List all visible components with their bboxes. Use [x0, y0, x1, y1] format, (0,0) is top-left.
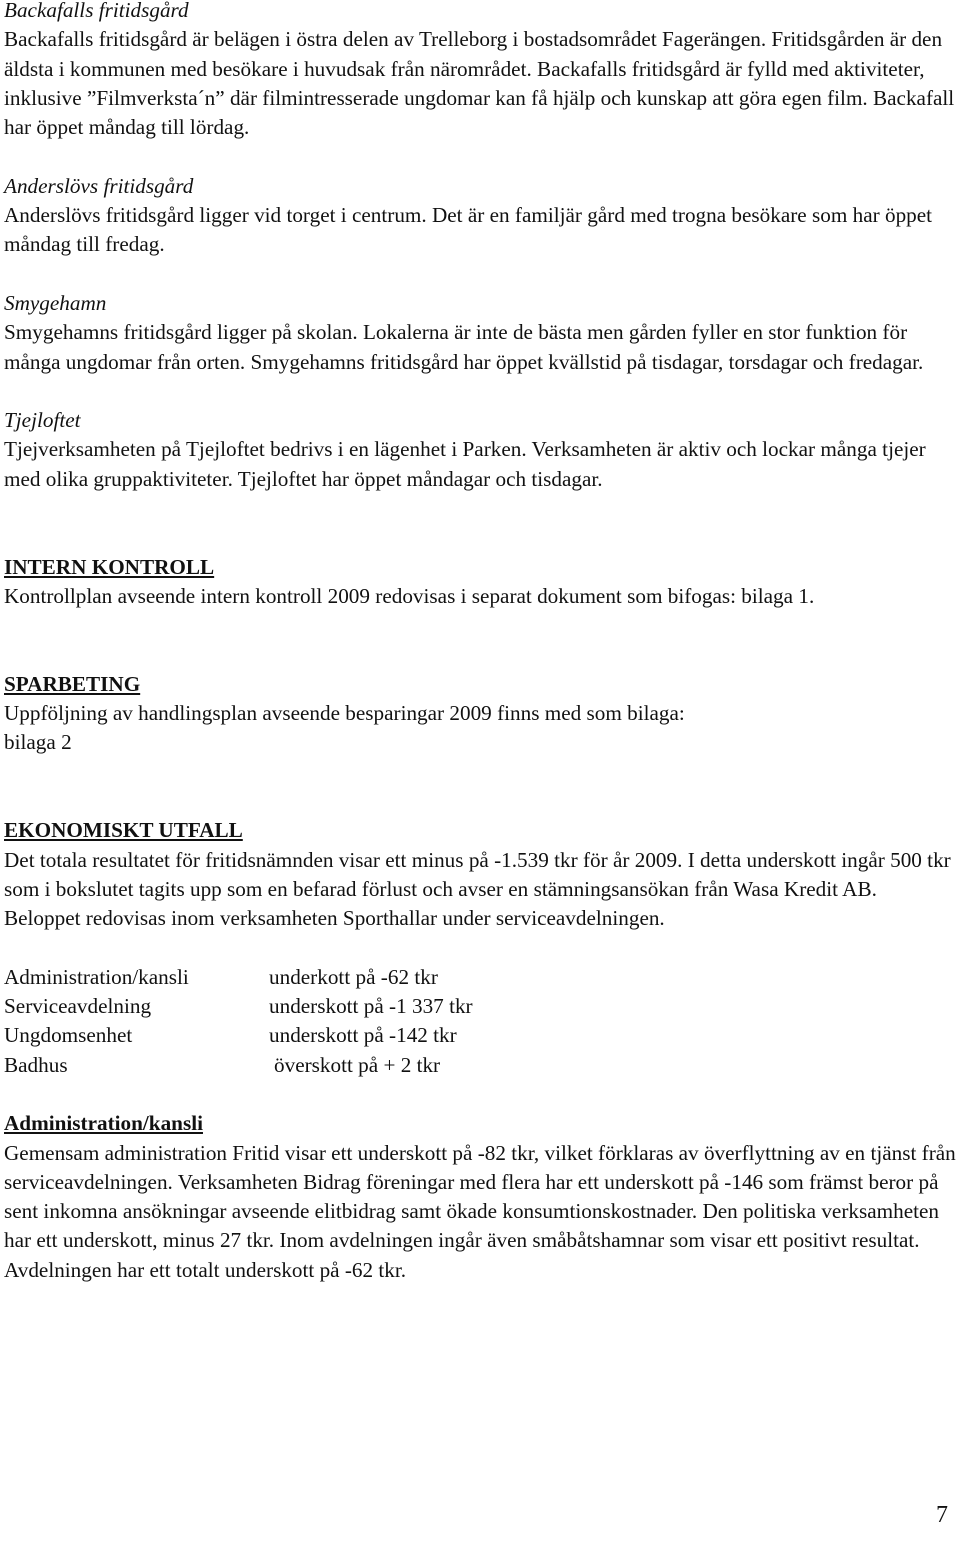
section-anderslov [4, 172, 956, 260]
heading-ekonomiskt-utfall: EKONOMISKT UTFALL [4, 818, 243, 843]
table-row [4, 963, 473, 992]
section-backafalls [4, 0, 956, 142]
unit-results-table [4, 963, 473, 1080]
section-tjejloftet [4, 406, 956, 494]
unit-name: Ungdomsenhet [4, 1023, 133, 1048]
unit-result: underskott på -142 tkr [269, 1023, 457, 1048]
text-ekonomiskt-utfall: Det totala resultatet för fritidsnämnden visar ett minus på -1.539 tkr för år 2009. I detta underskott ingår 500 tkr som i bokslutet tagits upp som en befarad förlust och avser en stämningsansökan från Wasa Kredit AB. Beloppet redovisas inom verksamheten Sporthallar under serviceavdelningen. [4, 847, 951, 931]
section-smygehamn [4, 289, 956, 377]
section-ekonomiskt-utfall [4, 816, 956, 933]
heading-administration: Administration/kansli [4, 1111, 203, 1136]
page-number: 7 [936, 1502, 948, 1528]
section-heading-smygehamn: Smygehamn [4, 290, 107, 315]
heading-intern-kontroll: INTERN KONTROLL [4, 554, 215, 579]
table-row [4, 1021, 473, 1050]
heading-sparbeting: SPARBETING [4, 671, 141, 696]
section-heading-backafalls: Backafalls fritidsgård [4, 0, 189, 22]
unit-name: Badhus [4, 1052, 68, 1077]
unit-name: Administration/kansli [4, 964, 189, 989]
unit-name: Serviceavdelning [4, 994, 152, 1019]
section-text-tjejloftet: Tjejverksamheten på Tjejloftet bedrivs i en lägenhet i Parken. Verksamheten är aktiv och lockar många tjejer med olika gruppaktiviteter. Tjejloftet har öppet måndagar och tisdagar. [4, 437, 926, 491]
section-sparbeting [4, 670, 956, 758]
text-sparbeting-line1: Uppföljning av handlingsplan avseende besparingar 2009 finns med som bilaga: [4, 701, 685, 726]
text-intern-kontroll: Kontrollplan avseende intern kontroll 2009 redovisas i separat dokument som bifogas: bilaga 1. [4, 583, 815, 608]
unit-result: överskott på + 2 tkr [274, 1052, 441, 1077]
document-page [4, 0, 956, 1285]
unit-result: underkott på -62 tkr [269, 964, 438, 989]
section-heading-tjejloftet: Tjejloftet [4, 408, 81, 433]
section-administration [4, 1109, 956, 1285]
section-heading-anderslov: Anderslövs fritidsgård [4, 173, 194, 198]
table-row [4, 992, 473, 1021]
table-row [4, 1051, 473, 1080]
section-text-backafalls: Backafalls fritidsgård är belägen i östra delen av Trelleborg i bostadsområdet Fagerängen. Fritidsgården är den äldsta i kommunen med besökare i huvudsak från närområdet. Backafalls fritidsgård är fylld med aktiviteter, inklusive ”Filmverksta´n” där filmintresserade ungdomar kan få hjälp och kunskap att göra egen film. Backafall har öppet måndag till lördag. [4, 27, 955, 140]
text-sparbeting-line2: bilaga 2 [4, 730, 72, 755]
section-text-smygehamn: Smygehamns fritidsgård ligger på skolan. Lokalerna är inte de bästa men gården fyller en stor funktion för många ungdomar från orten. Smygehamns fritidsgård har öppet kvällstid på tisdagar, torsdagar och fredagar. [4, 320, 924, 374]
text-administration: Gemensam administration Fritid visar ett underskott på -82 tkr, vilket förklaras av överflyttning av en tjänst från serviceavdelningen. Verksamheten Bidrag föreningar med flera har ett underskott på -146 som främst beror på sent inkomna ansökningar avseende elitbidrag samt ökade konsumtionskostnader. Den politiska verksamheten har ett underskott, minus 27 tkr. Inom avdelningen ingår även småbåtshamnar som visar ett positivt resultat. Avdelningen har ett totalt underskott på -62 tkr. [4, 1140, 956, 1282]
section-intern-kontroll [4, 553, 956, 612]
section-text-anderslov: Anderslövs fritidsgård ligger vid torget i centrum. Det är en familjär gård med trogna besökare som har öppet måndag till fredag. [4, 203, 933, 257]
unit-result: underskott på -1 337 tkr [269, 994, 473, 1019]
